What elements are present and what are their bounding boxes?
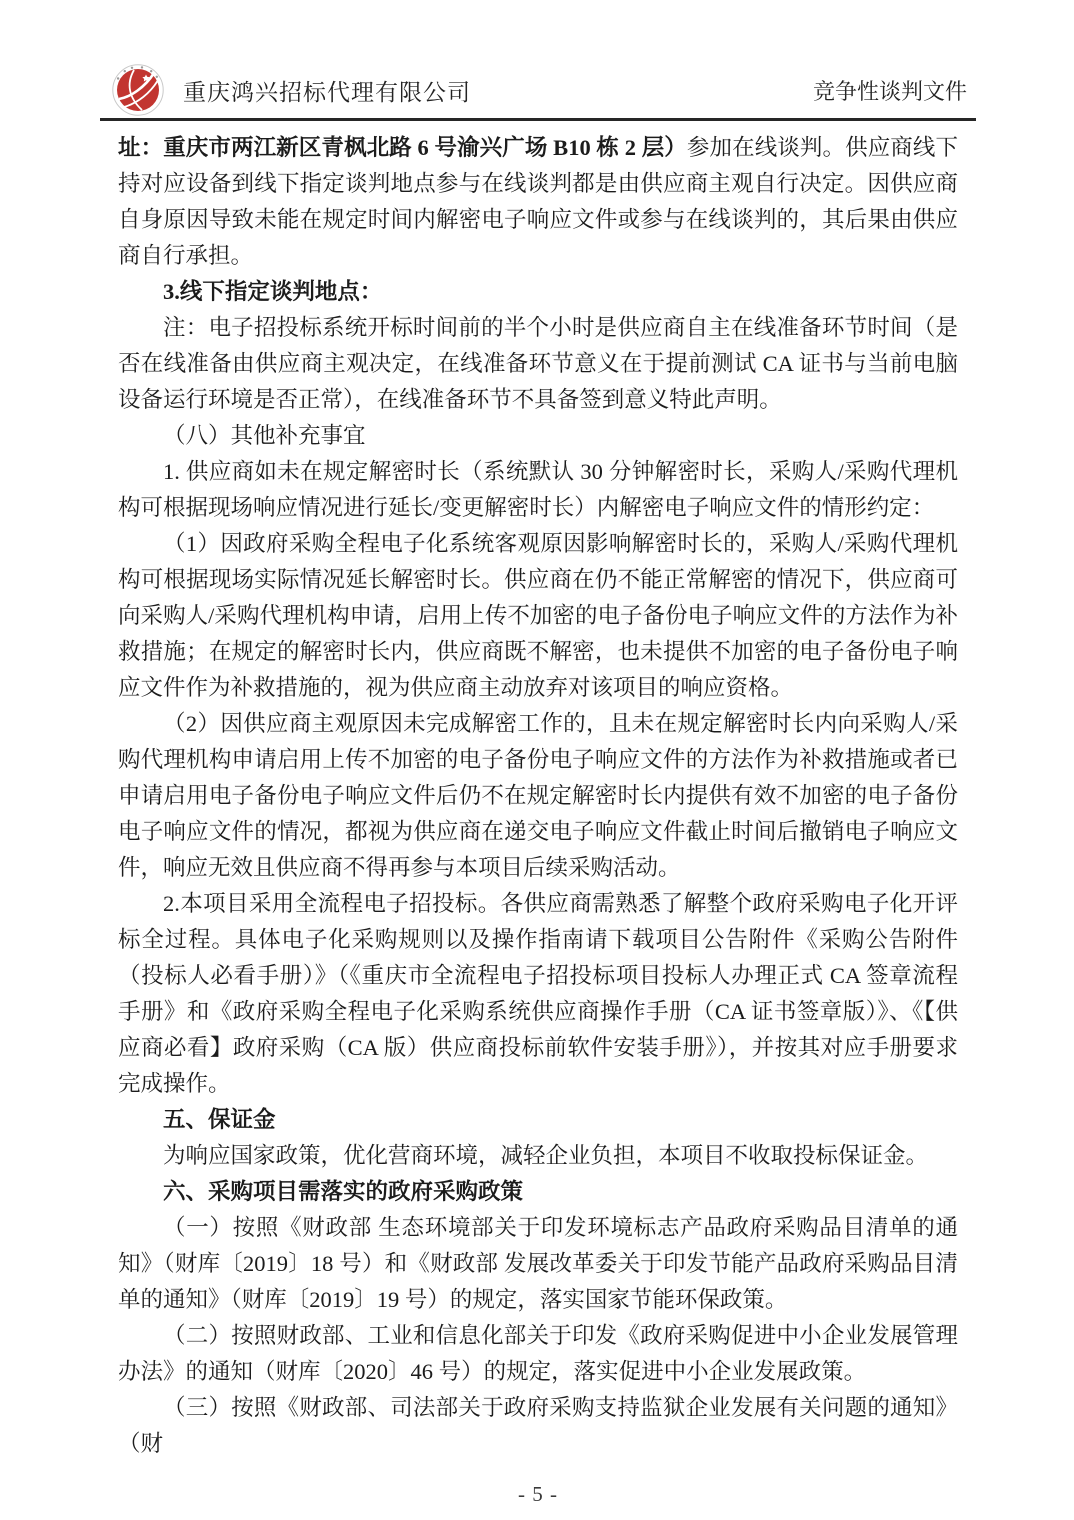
paragraph-objective-reason-1: （1）因政府采购全程电子化系统客观原因影响解密时长的，采购人/采购代理机构可根据现场实际情况延长解密时长。供应商在仍不能正常解密的情况下，供应商可向采购人/采购代理机构申请，启用上传不加密的电子备份电子响应文件的方法作为补救措施；在规定的解密时长内，供应商既不解密，也未提供不加密的电子备份电子响应文件作为补救措施的，视为供应商主动放弃对该项目的响应资格。 [118, 531, 958, 700]
address-bold-lead: 址：重庆市两江新区青枫北路 6 号渝兴广场 B10 栋 2 层） [118, 135, 687, 160]
paragraph-address-continuation [118, 130, 958, 274]
heading-procurement-policies: 六、采购项目需落实的政府采购政策 [163, 1179, 524, 1204]
paragraph-other-supplementary-matters: （八）其他补充事宜 [163, 423, 366, 448]
heading-deposit: 五、保证金 [163, 1107, 276, 1132]
paragraph-no-deposit: 为响应国家政策，优化营商环境，减轻企业负担，本项目不收取投标保证金。 [163, 1143, 929, 1168]
header-rule [100, 118, 976, 121]
document-body [118, 130, 958, 1462]
paragraph-subjective-reason-2: （2）因供应商主观原因未完成解密工作的，且未在规定解密时长内向采购人/采购代理机构申请启用上传不加密的电子备份电子响应文件的方法作为补救措施或者已申请启用电子备份电子响应文件后仍不在规定解密时长内提供有效不加密的电子备份电子响应文件的情况，都视为供应商在递交电子响应文件截止时间后撤销电子响应文件，响应无效且供应商不得再参与本项目后续采购活动。 [118, 711, 958, 880]
doc-type-label: 竞争性谈判文件 [812, 78, 967, 104]
paragraph-full-electronic-bidding: 2.本项目采用全流程电子招投标。各供应商需熟悉了解整个政府采购电子化开评标全过程。具体电子化采购规则以及操作指南请下载项目公告附件《采购公告附件（投标人必看手册）》（《重庆市全流程电子招投标项目投标人办理正式 CA 签章流程手册》和《政府采购全程电子化采购系统供应商操作手册（CA 证书签章版）》、《【供应商必看】政府采购（CA 版）供应商投标前软件安装手册》），并按其对应手册要求完成操作。 [118, 891, 958, 1096]
company-name: 重庆鸿兴招标代理有限公司 [183, 79, 471, 105]
heading-offline-negotiation-location: 3.线下指定谈判地点： [163, 279, 383, 304]
paragraph-decryption-time-rule: 1. 供应商如未在规定解密时长（系统默认 30 分钟解密时长，采购人/采购代理机构可根据现场响应情况进行延长/变更解密时长）内解密电子响应文件的情形约定： [118, 459, 958, 520]
paragraph-policy-environment-energy: （一）按照《财政部 生态环境部关于印发环境标志产品政府采购品目清单的通知》（财库〔2019〕18 号）和《财政部 发展改革委关于印发节能产品政府采购品目清单的通知》（财库〔2019〕19 号）的规定，落实国家节能环保政策。 [118, 1215, 958, 1312]
address-rest: 参加在线谈判。供应商线下持对应设备到线下指定谈判地点参与在线谈判都是由供应商主观自行决定。因供应商自身原因导致未能在规定时间内解密电子响应文件或参与在线谈判的，其后果由供应商自行承担。 [118, 135, 958, 268]
paragraph-note-online-preparation: 注：电子招投标系统开标时间前的半个小时是供应商自主在线准备环节时间（是否在线准备由供应商主观决定，在线准备环节意义在于提前测试 CA 证书与当前电脑设备运行环境是否正常），在线准备环节不具备签到意义特此声明。 [118, 315, 958, 412]
paragraph-policy-prison-enterprises: （三）按照《财政部、司法部关于政府采购支持监狱企业发展有关问题的通知》（财 [118, 1395, 958, 1456]
page-header [112, 64, 967, 116]
paragraph-policy-sme: （二）按照财政部、工业和信息化部关于印发《政府采购促进中小企业发展管理办法》的通知（财库〔2020〕46 号）的规定，落实促进中小企业发展政策。 [118, 1323, 958, 1384]
company-logo-icon [112, 64, 164, 116]
page-footer [118, 1482, 958, 1507]
page-number: - 5 - [518, 1482, 558, 1506]
